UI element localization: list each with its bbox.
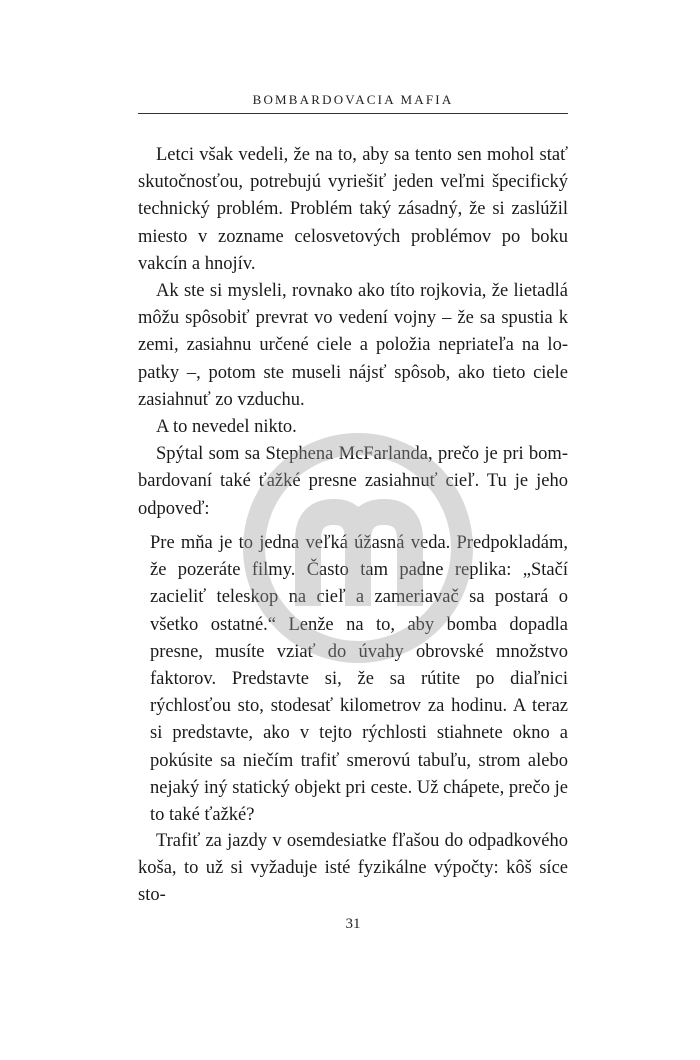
running-head: BOMBARDOVACIA MAFIA [252,92,454,107]
block-quote [150,530,568,829]
quote-text: Pre mňa je to jedna veľká úžasná veda. Predpokladám, že pozeráte filmy. Často tam padne replika: „Stačí zacieliť teleskop na cieľ a zameriavač sa postará o všetko ostatné.“ Lenže na to, aby bomba dopadla presne, musíte vziať do úvahy obrovské množstvo faktorov. Predstavte si, že sa rútite po diaľnici rýchlosťou sto, stodesať kilometrov za hodinu. A teraz si predstavte, ako v tejto rýchlosti stiahnete okno a pokúsite sa niečím trafiť smerovú tabuľu, strom alebo nejaký iný statický objekt pri ceste. Už chápete, prečo je to také ťažké? [150,533,568,826]
paragraph: Ak ste si mysleli, rovnako ako títo rojkovia, že lietadlá môžu spôsobiť prevrat vo vedení vojny – že sa spustia k zemi, zasiahnu určené ciele a položia nepriateľa na lopatky –, potom ste museli nájsť spôsob, ako tieto ciele zasiahnuť zo vzduchu. [138,281,568,410]
paragraph: Letci však vedeli, že na to, aby sa tento sen mohol stať skutočnosťou, potrebujú vyriešiť jeden veľmi špecifický technický problém. Problém taký zásadný, že si zaslúžil miesto v zozname celosvetových problémov po boku vakcín a hnojív. [138,145,568,274]
paragraph: Spýtal som sa Stephena McFarlanda, prečo je pri bombardovaní také ťažké presne zasiahnuť cieľ. Tu je jeho odpoveď: [138,444,568,519]
paragraph: Trafiť za jazdy v osemdesiatke fľašou do odpadkového koša, to už si vyžaduje isté fyzikálne výpočty: kôš síce sto- [138,831,568,906]
page-number: 31 [345,916,361,932]
body-text [138,142,568,523]
body-text-continued [138,828,568,910]
paragraph: A to nevedel nikto. [156,417,297,438]
header-rule [138,113,568,114]
